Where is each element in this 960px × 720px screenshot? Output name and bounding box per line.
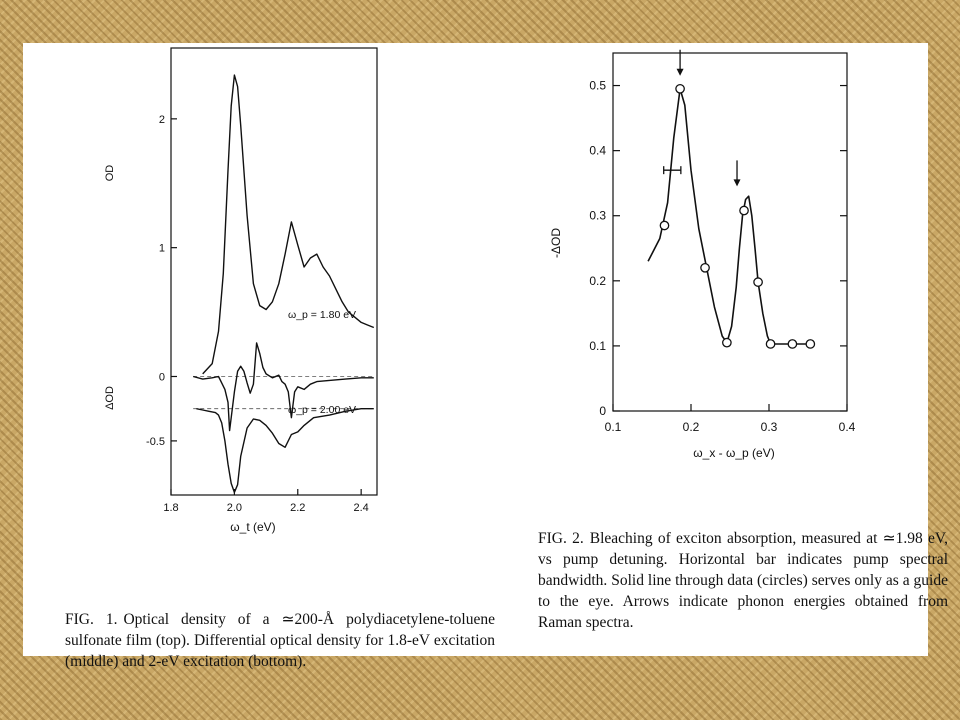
fig2-frame <box>613 53 847 411</box>
figure-1-caption-text: Optical density of a ≃200-Å polydiacetylene-toluene sulfonate film (top). Differential optical density for 1.8-eV excitation (middle) and 2-eV excitation (bottom). <box>65 611 495 670</box>
fig2-ytick-label: 0.2 <box>589 273 606 288</box>
fig2-guide-line <box>648 89 810 344</box>
fig1-xtick-label: 2.0 <box>226 502 243 514</box>
fig1-frame <box>171 48 377 495</box>
fig2-phonon-arrow-head <box>677 69 684 76</box>
fig1-xtick-label: 2.2 <box>290 502 306 514</box>
fig1-ytick-label: 2 <box>158 113 165 126</box>
fig2-data-point <box>754 278 762 286</box>
fig2-xlabel: ω_x - ω_p (eV) <box>693 446 775 460</box>
slide <box>23 43 948 670</box>
fig1-ylabel-od: OD <box>104 164 116 182</box>
fig2-data-point <box>806 340 814 348</box>
fig1-series-wp-200 <box>196 409 373 493</box>
fig2-data-point <box>740 206 748 214</box>
fig2-ytick-label: 0.1 <box>589 338 606 353</box>
fig2-data-point <box>676 85 684 93</box>
fig2-ytick-label: 0 <box>599 404 606 418</box>
fig1-xtick-label: 1.8 <box>163 502 179 514</box>
figure-2-caption <box>538 528 948 633</box>
fig1-xtick-label: 2.4 <box>353 502 369 514</box>
figure-2-caption-text: Bleaching of exciton absorption, measured at ≃1.98 eV, vs pump detuning. Horizontal bar indicates pump spectral bandwidth. Solid line through data (circles) serves only as a guide to the eye. Arrows indicate phonon energies obtained from Raman spectra. <box>538 530 948 631</box>
fig1-ytick-label: 0 <box>158 371 165 384</box>
figure-1-caption-label: FIG. 1. <box>65 611 118 628</box>
fig1-legend-wp-180: ω_p = 1.80 eV <box>288 309 357 321</box>
figure-2-caption-label: FIG. 2. <box>538 530 584 547</box>
figure-1-chart <box>103 43 413 543</box>
fig1-ytick-label: 1 <box>158 242 165 255</box>
fig2-data-point <box>723 338 731 346</box>
fig1-series-wp-180 <box>193 343 374 431</box>
fig2-ylabel: -ΔOD <box>549 227 563 259</box>
fig2-ytick-label: 0.4 <box>589 143 606 158</box>
fig2-xtick-label: 0.4 <box>838 420 856 434</box>
fig1-ylabel-delta-od: ΔOD <box>104 386 116 410</box>
fig2-data-point <box>660 221 668 229</box>
fig1-ytick-label: -0.5 <box>146 435 165 448</box>
fig1-legend-wp-200: ω_p = 2.00 eV <box>288 404 357 416</box>
fig1-series-od <box>203 75 374 374</box>
fig1-xlabel: ω_t (eV) <box>230 520 276 534</box>
figure-1-caption <box>65 609 495 672</box>
fig2-xtick-label: 0.2 <box>682 420 700 434</box>
fig2-xtick-label: 0.1 <box>604 420 622 434</box>
fig2-data-point <box>766 340 774 348</box>
fig2-xtick-label: 0.3 <box>760 420 778 434</box>
fig2-data-point <box>788 340 796 348</box>
fig2-ytick-label: 0.5 <box>589 78 606 93</box>
fig2-data-point <box>701 264 709 272</box>
figure-2-chart <box>538 43 888 483</box>
fig2-ytick-label: 0.3 <box>589 208 606 223</box>
fig2-phonon-arrow-head <box>734 179 741 186</box>
